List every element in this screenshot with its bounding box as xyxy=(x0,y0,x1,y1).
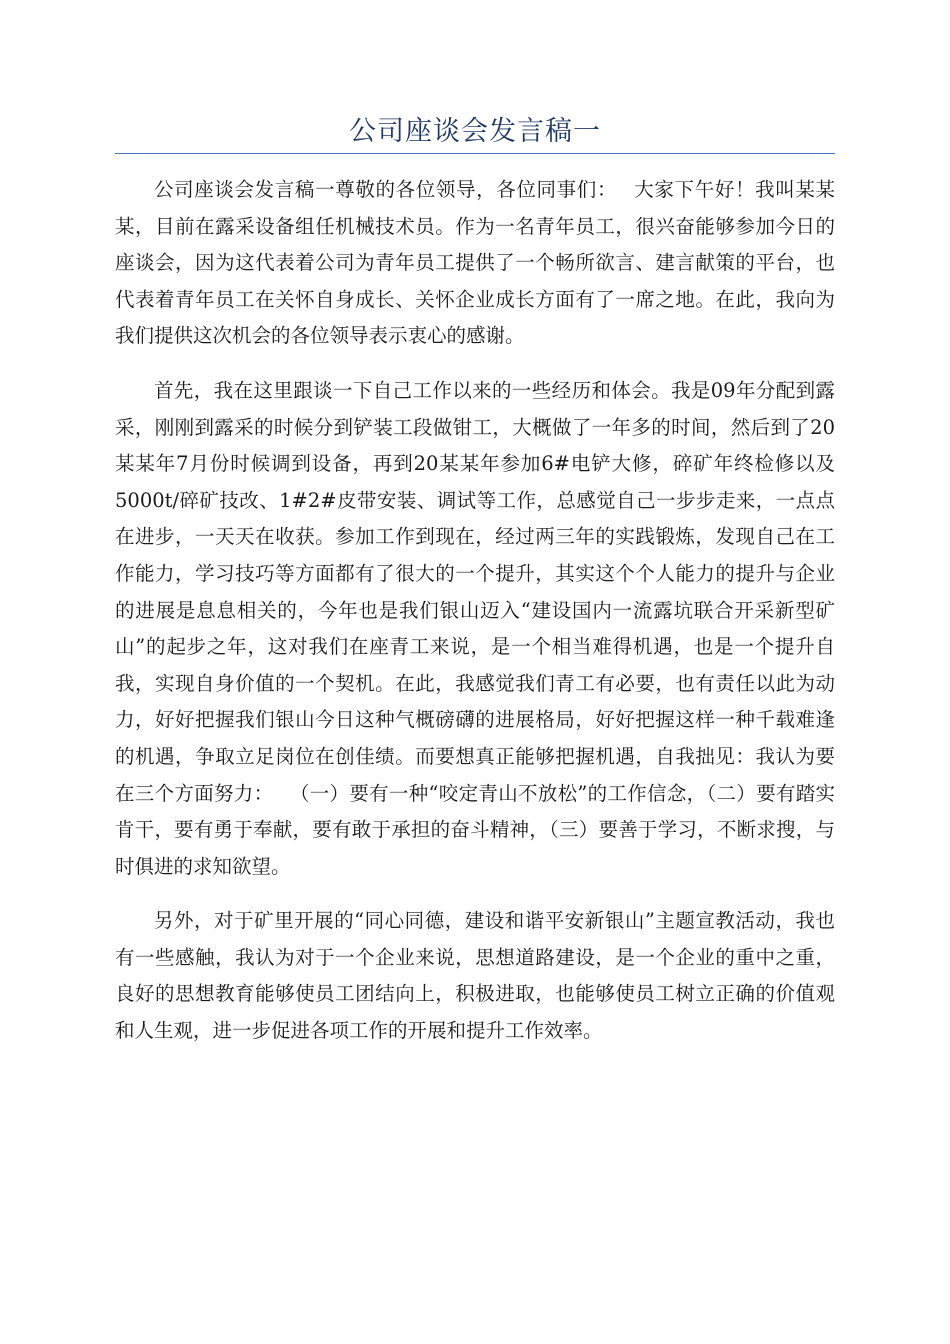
page-title: 公司座谈会发言稿一 xyxy=(349,116,601,147)
document-body xyxy=(115,172,835,1068)
paragraph-activity: 另外，对于矿里开展的“同心同德，建设和谐平安新银山”主题宣教活动，我也有一些感触，我认为对于一个企业来说，思想道路建设，是一个企业的重中之重，良好的思想教育能够使员工团结向上，积极进取，也能够使员工树立正确的价值观和人生观，进一步促进各项工作的开展和提升工作效率。 xyxy=(115,909,835,1043)
paragraph-greeting: 公司座谈会发言稿一尊敬的各位领导，各位同事们： 大家下午好！我叫某某某，目前在露采设备组任机械技术员。作为一名青年员工，很兴奋能够参加今日的座谈会，因为这代表着公司为青年员工提供了一个畅所欲言、建言献策的平台，也代表着青年员工在关怀自身成长、关怀企业成长方面有了一席之地。在此，我向为我们提供这次机会的各位领导表示衷心的感谢。 xyxy=(115,178,835,348)
paragraph-experience: 首先，我在这里跟谈一下自己工作以来的一些经历和体会。我是09年分配到露采，刚刚到露采的时候分到铲装工段做钳工，大概做了一年多的时间，然后到了20某某年7月份时候调到设备，再到20某某年参加6#电铲大修，碎矿年终检修以及5000t/碎矿技改、1#2#皮带安装、调试等工作，总感觉自己一步步走来，一点点在进步，一天天在收获。参加工作到现在，经过两三年的实践锻炼，发现自己在工作能力，学习技巧等方面都有了很大的一个提升，其实这个个人能力的提升与企业的进展是息息相关的，今年也是我们银山迈入“建设国内一流露坑联合开采新型矿山”的起步之年，这对我们在座青工来说，是一个相当难得机遇，也是一个提升自我，实现自身价值的一个契机。在此，我感觉我们青工有必要，也有责任以此为动力，好好把握我们银山今日这种气概磅礴的进展格局，好好把握这样一种千载难逢的机遇，争取立足岗位在创佳绩。而要想真正能够把握机遇，自我拙见：我认为要在三个方面努力： （一）要有一种“咬定青山不放松”的工作信念，（二）要有踏实肯干，要有勇于奉献，要有敢于承担的奋斗精神，（三）要善于学习，不断求搜，与时俱进的求知欲望。 xyxy=(115,378,835,878)
title-underline xyxy=(115,153,835,154)
